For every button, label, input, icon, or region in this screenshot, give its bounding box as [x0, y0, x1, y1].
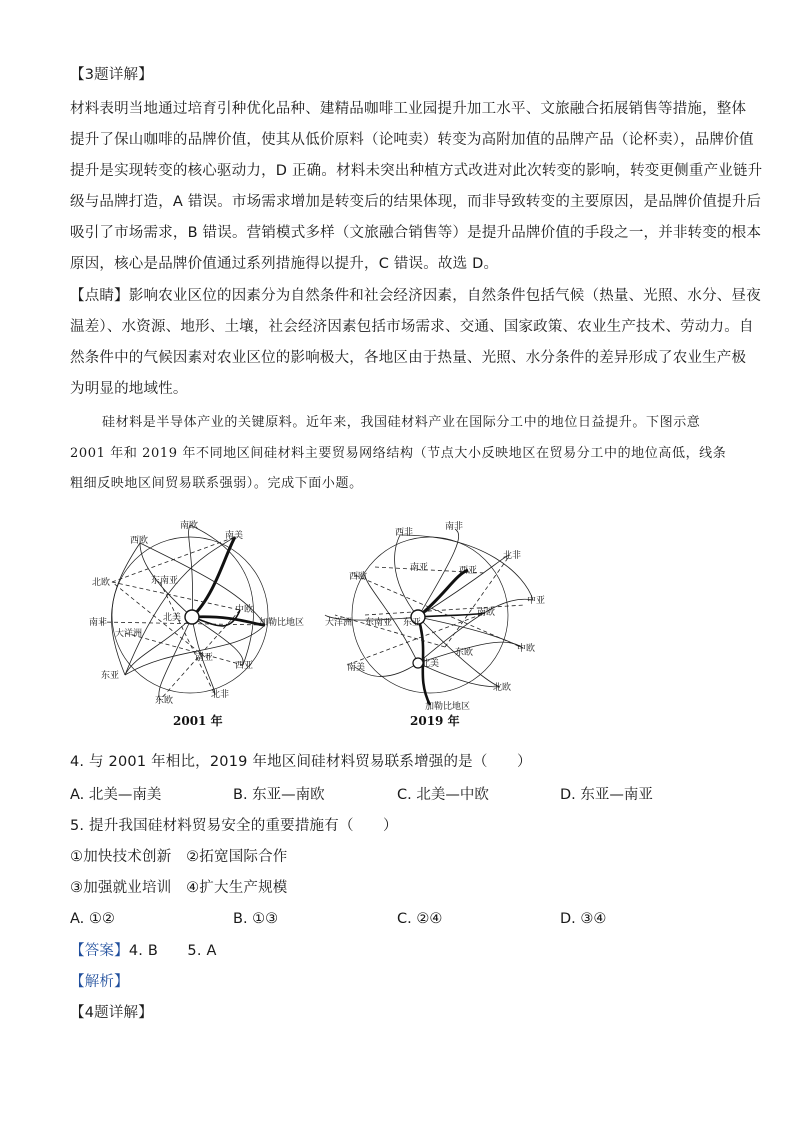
- node-label: 南亚: [410, 563, 429, 573]
- node-label: 南非: [89, 618, 108, 628]
- trade-network-figure: [85, 515, 565, 740]
- node-label: 东南亚: [151, 576, 179, 586]
- node-label: 东欧: [155, 696, 174, 706]
- node-label: 东南亚: [365, 618, 393, 628]
- q3-detail-heading: 【3题详解】: [70, 67, 153, 83]
- question-5-items: ③加强就业培训 ④扩大生产规模: [70, 880, 288, 896]
- analysis-heading: 【解析】: [70, 974, 129, 990]
- answer-line: [70, 940, 730, 962]
- node-label: 南美: [225, 531, 244, 541]
- node-label: 东亚: [403, 618, 422, 628]
- question-4-stem: 4. 与 2001 年相比，2019 年地区间硅材料贸易联系增强的是（ ）: [70, 754, 532, 770]
- node-label: 东亚: [101, 671, 120, 681]
- node-label: 南欧: [477, 608, 496, 618]
- q3-paragraph-line: 材料表明当地通过培育引种优化品种、建精品咖啡工业园提升加工水平、文旅融合拓展销售等措施，整体: [70, 101, 747, 117]
- node-label: 北美: [421, 659, 440, 669]
- trade-network-svg: [85, 515, 565, 740]
- node-label: 西欧: [349, 572, 368, 582]
- node-label: 南非: [445, 522, 464, 532]
- key-point-line: 为明显的地域性。: [70, 381, 188, 397]
- answer-text: 4. B 5. A: [128, 943, 217, 959]
- node-label: 南欧: [180, 521, 199, 531]
- answer-label: 【答案】: [70, 943, 129, 959]
- node-label: 加勒比地区: [425, 702, 471, 712]
- node-label: 西亚: [459, 566, 478, 576]
- material-line: 2001 年和 2019 年不同地区间硅材料主要贸易网络结构（节点大小反映地区在贸易分工中的地位高低，线条: [70, 446, 727, 461]
- q3-paragraph-line: 吸引了市场需求，B 错误。营销模式多样（文旅融合销售等）是提升品牌价值的手段之一，并非转变的根本: [70, 225, 762, 241]
- network-2019: [325, 520, 545, 728]
- question-4-option-b[interactable]: B. 东亚—南欧: [233, 787, 325, 803]
- node-label: 中欧: [517, 644, 536, 654]
- node-north-america-2001: [185, 610, 199, 624]
- network-2001: [89, 519, 304, 728]
- node-label: 中欧: [235, 605, 254, 615]
- question-4-option-a[interactable]: A. 北美—南美: [70, 787, 162, 803]
- caption-2019: 2019 年: [410, 714, 460, 728]
- node-label: 北欧: [92, 578, 111, 588]
- question-5-option-a[interactable]: A. ①②: [70, 911, 115, 927]
- node-label: 大洋洲: [115, 629, 143, 639]
- question-5-stem: 5. 提升我国硅材料贸易安全的重要措施有（ ）: [70, 818, 398, 834]
- key-point-line: 然条件中的气候因素对农业区位的影响极大，各地区由于热量、光照、水分条件的差异形成了农业生产极: [70, 350, 747, 366]
- key-point-line: [70, 285, 761, 307]
- node-label: 南美: [347, 663, 366, 673]
- question-5-option-d[interactable]: D. ③④: [560, 911, 607, 927]
- question-5-option-c[interactable]: C. ②④: [397, 911, 443, 927]
- node-label: 中亚: [527, 596, 546, 606]
- key-point-heading: 【点睛】: [70, 288, 129, 304]
- node-label: 大洋洲: [325, 618, 353, 628]
- node-label: 北欧: [493, 683, 512, 693]
- caption-2001: 2001 年: [173, 714, 223, 728]
- node-label: 南亚: [195, 653, 214, 663]
- node-label: 东欧: [455, 648, 474, 658]
- node-label: 西欧: [130, 536, 149, 546]
- question-4-option-c[interactable]: C. 北美—中欧: [397, 787, 489, 803]
- q3-paragraph-line: 原因，核心是品牌价值通过系列措施得以提升，C 错误。故选 D。: [70, 256, 499, 272]
- material-line: 粗细反映地区间贸易联系强弱）。完成下面小题。: [70, 476, 363, 491]
- key-point-line: 温差）、水资源、地形、土壤，社会经济因素包括市场需求、交通、国家政策、农业生产技术、劳动力。自: [70, 319, 754, 335]
- node-label: 北非: [503, 551, 522, 561]
- q3-paragraph-line: 提升是实现转变的核心驱动力，D 正确。材料未突出种植方式改进对此次转变的影响，转变更侧重产业链升: [70, 163, 763, 179]
- q4-detail-heading: 【4题详解】: [70, 1005, 153, 1021]
- q3-paragraph-line: 级与品牌打造，A 错误。市场需求增加是转变后的结果体现，而非导致转变的主要原因，是品牌价值提升后: [70, 194, 762, 210]
- material-line: 硅材料是半导体产业的关键原料。近年来，我国硅材料产业在国际分工中的地位日益提升。下图示意: [102, 415, 701, 430]
- key-point-text: 影响农业区位的因素分为自然条件和社会经济因素，自然条件包括气候（热量、光照、水分、昼夜: [128, 288, 761, 304]
- node-label: 加勒比地区: [259, 618, 305, 628]
- question-5-option-b[interactable]: B. ①③: [233, 911, 279, 927]
- node-label: 西非: [395, 528, 414, 538]
- q3-paragraph-line: 提升了保山咖啡的品牌价值，使其从低价原料（论吨卖）转变为高附加值的品牌产品（论杯卖），品牌价值: [70, 132, 754, 148]
- node-label: 北美: [163, 613, 182, 623]
- question-4-option-d[interactable]: D. 东亚—南亚: [560, 787, 653, 803]
- node-label: 西亚: [235, 661, 254, 671]
- node-label: 北非: [211, 690, 230, 700]
- question-5-items: ①加快技术创新 ②拓宽国际合作: [70, 849, 288, 865]
